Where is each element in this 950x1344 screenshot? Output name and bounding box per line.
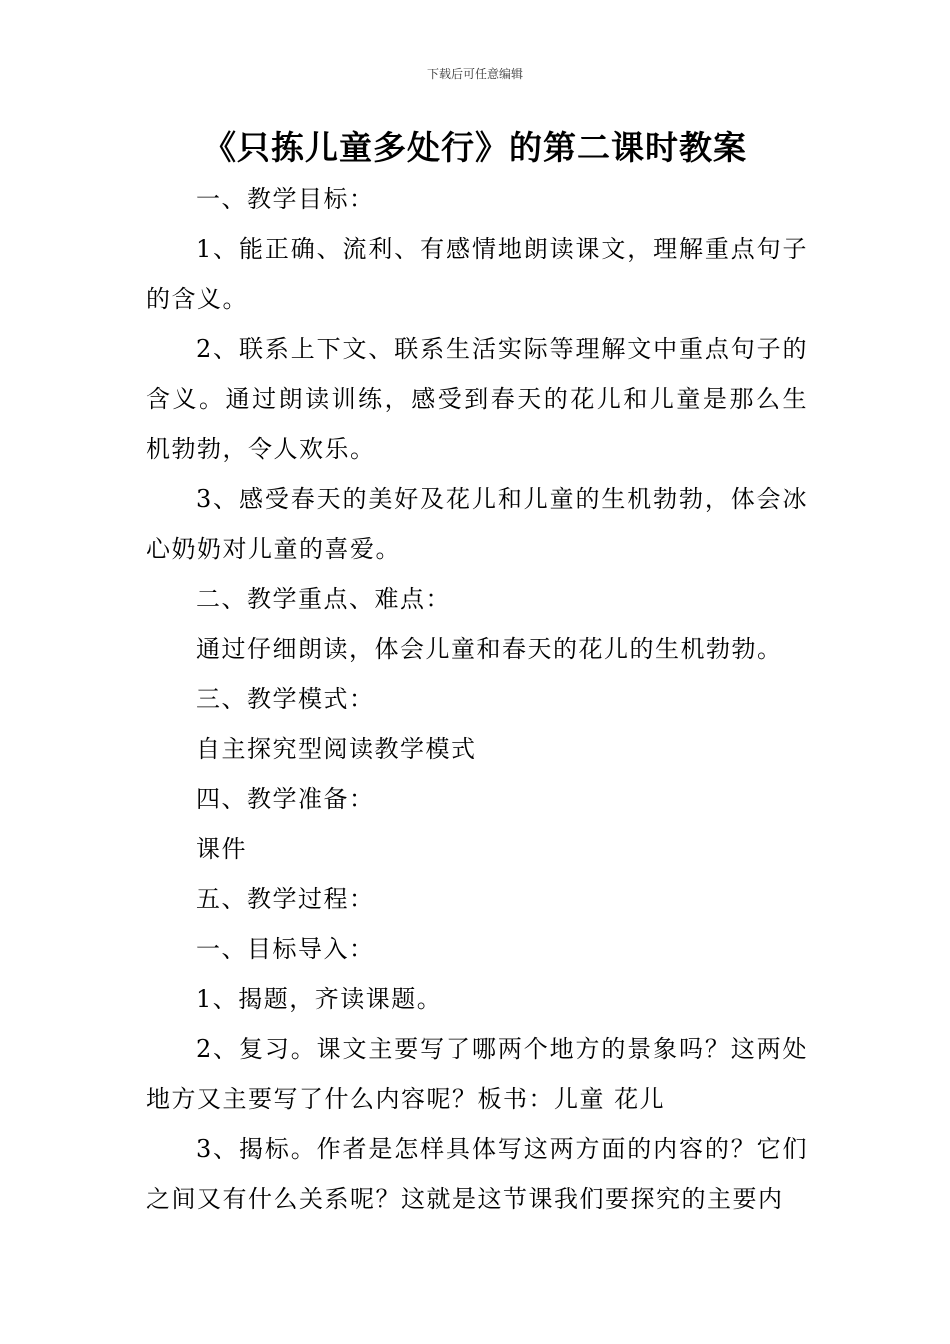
paragraph: 3、感受春天的美好及花儿和儿童的生机勃勃，体会冰心奶奶对儿童的喜爱。 (146, 485, 808, 563)
section-heading-process: 五、教学过程： (196, 885, 375, 913)
paragraph: 通过仔细朗读，体会儿童和春天的花儿的生机勃勃。 (196, 635, 783, 663)
section-heading-objectives: 一、教学目标： (196, 185, 375, 213)
paragraph: 2、复习。课文主要写了哪两个地方的景象吗？这两处地方又主要写了什么内容呢？板书：儿童 花儿 (146, 1035, 808, 1113)
page-header: 下载后可任意编辑 (426, 67, 523, 81)
document-body (146, 174, 808, 1224)
paragraph: 自主探究型阅读教学模式 (196, 735, 477, 763)
paragraph: 3、揭标。作者是怎样具体写这两方面的内容的？它们之间又有什么关系呢？这就是这节课我们要探究的主要内 (146, 1135, 808, 1213)
paragraph: 1、能正确、流利、有感情地朗读课文，理解重点句子的含义。 (146, 235, 808, 313)
section-heading-mode: 三、教学模式： (196, 685, 375, 713)
document-title: 《只拣儿童多处行》的第二课时教案 (203, 128, 747, 167)
section-heading-preparation: 四、教学准备： (196, 785, 375, 813)
subsection-heading: 一、目标导入： (196, 935, 375, 963)
paragraph: 课件 (196, 835, 247, 863)
paragraph: 1、揭题，齐读课题。 (196, 985, 443, 1013)
paragraph: 2、联系上下文、联系生活实际等理解文中重点句子的含义。通过朗读训练，感受到春天的花儿和儿童是那么生机勃勃，令人欢乐。 (146, 335, 808, 463)
section-heading-key-points: 二、教学重点、难点： (196, 585, 451, 613)
